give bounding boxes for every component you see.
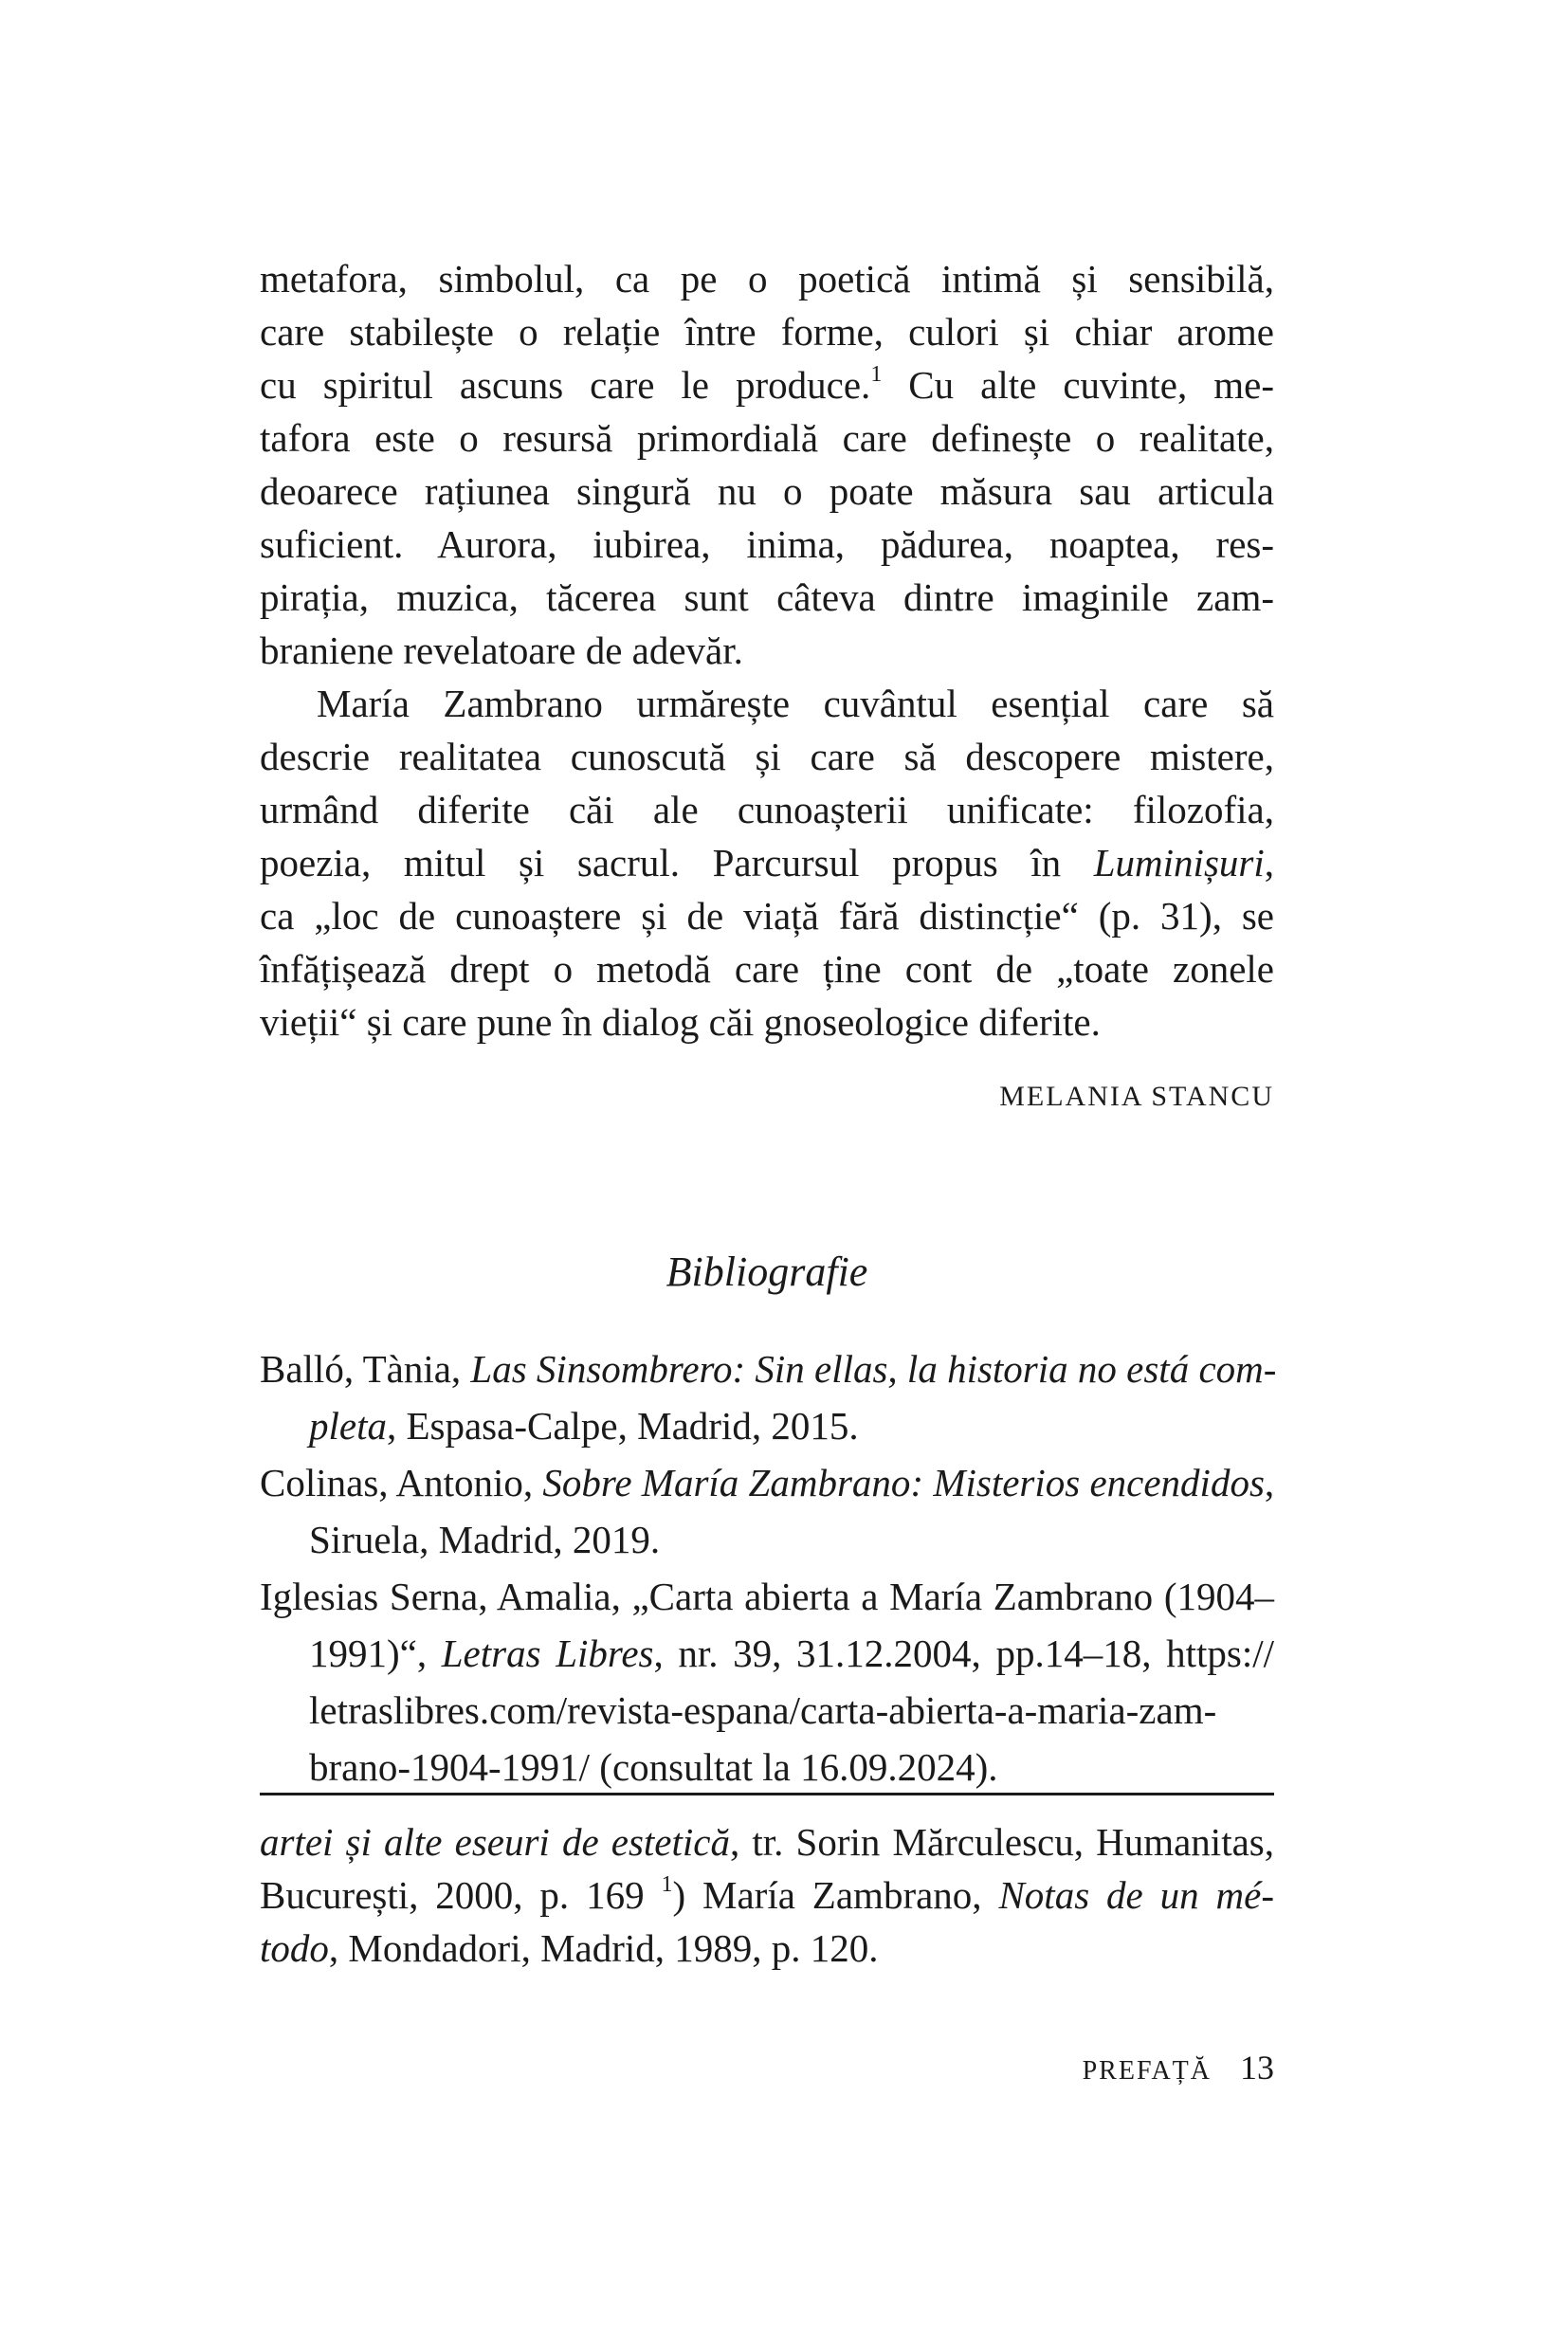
- footnote-separator: [260, 1793, 1274, 1795]
- text-segment: descrie realitatea cunoscută și care să descopere mistere,: [260, 735, 1274, 778]
- bibliography-heading: Bibliografie: [665, 1248, 868, 1295]
- text-line: [260, 518, 1274, 571]
- text-line: [260, 305, 1274, 358]
- text-segment: María Zambrano urmărește cuvântul esențial care să: [317, 682, 1274, 725]
- bibliography-line: [260, 1568, 1274, 1625]
- text-segment: , tr. Sorin Mărculescu, Humanitas,: [730, 1820, 1274, 1864]
- bibliography-line: [260, 1511, 1274, 1568]
- footnote-marker: 1: [661, 1872, 673, 1897]
- text-segment: , Espasa-Calpe, Madrid, 2015.: [386, 1404, 859, 1448]
- text-line: [260, 889, 1274, 942]
- text-segment: cu spiritul ascuns care le produce.: [260, 363, 871, 407]
- text-segment: poezia, mitul și sacrul. Parcursul propus în: [260, 841, 1094, 884]
- text-segment: Balló, Tània,: [260, 1347, 471, 1391]
- bibliography-line: [260, 1739, 1274, 1795]
- italic-text: pleta: [309, 1404, 387, 1448]
- text-line: [260, 358, 1274, 411]
- bibliography-line: [260, 1454, 1274, 1511]
- text-segment: urmând diferite căi ale cunoașterii unificate: filozofia,: [260, 788, 1274, 831]
- section-name: PREFAȚĂ: [1082, 2056, 1212, 2086]
- italic-text: Sobre María Zambrano: Misterios encendidos: [542, 1461, 1265, 1504]
- footnote-line: [260, 1868, 1274, 1922]
- footnote-marker: 1: [870, 362, 883, 387]
- text-line: [260, 783, 1274, 836]
- footnote-line: [260, 1815, 1274, 1868]
- text-segment: suficient. Aurora, iubirea, inima, pădurea, noaptea, res-: [260, 522, 1274, 566]
- text-segment: vieții“ și care pune în dialog căi gnoseologice diferite.: [260, 1000, 1101, 1044]
- bibliography-list: [260, 1340, 1277, 1795]
- italic-text: Las Sinsombrero: Sin ellas, la historia no está com-: [470, 1347, 1277, 1391]
- text-line: [260, 677, 1274, 730]
- text-line: [260, 995, 1274, 1048]
- text-line: [260, 252, 1274, 305]
- text-segment: , Mondadori, Madrid, 1989, p. 120.: [328, 1926, 879, 1970]
- text-segment: Iglesias Serna, Amalia, „Carta abierta a María Zambrano (1904–: [260, 1575, 1274, 1618]
- text-segment: metafora, simbolul, ca pe o poetică intimă și sensibilă,: [260, 257, 1274, 301]
- text-segment: , nr. 39, 31.12.2004, pp.14–18, https://: [653, 1631, 1274, 1675]
- text-segment: Siruela, Madrid, 2019.: [309, 1518, 661, 1561]
- text-segment: Colinas, Antonio,: [260, 1461, 543, 1504]
- bibliography-line: [260, 1340, 1277, 1397]
- text-segment: ca „loc de cunoaștere și de viață fără distincție“ (p. 31), se: [260, 894, 1274, 938]
- italic-text: Letras Libres: [441, 1631, 654, 1675]
- text-line: [260, 624, 1274, 677]
- text-segment: ) María Zambrano,: [672, 1873, 999, 1917]
- text-segment: 1991)“,: [309, 1631, 442, 1675]
- italic-text: Luminișuri: [1093, 841, 1265, 884]
- text-segment: Cu alte cuvinte, me-: [882, 363, 1274, 407]
- text-segment: tafora este o resursă primordială care definește o realitate,: [260, 416, 1274, 460]
- text-segment: letraslibres.com/revista-espana/carta-abierta-a-maria-zam-: [309, 1688, 1217, 1732]
- text-segment: înfățișează drept o metodă care ține cont de „toate zonele: [260, 947, 1274, 991]
- footnote-line: [260, 1922, 1274, 1975]
- bibliography-line: [260, 1397, 1274, 1454]
- italic-text: artei și alte eseuri de estetică: [260, 1820, 730, 1864]
- text-segment: ,: [1264, 1461, 1275, 1504]
- text-segment: pirația, muzica, tăcerea sunt câteva dintre imaginile zam-: [260, 575, 1274, 619]
- text-line: [260, 411, 1274, 465]
- text-line: [260, 571, 1274, 624]
- bibliography-line: [260, 1625, 1274, 1682]
- footnotes: [260, 1815, 1274, 1975]
- author-signature: MELANIA STANCU: [999, 1081, 1274, 1112]
- text-segment: brano-1904-1991/ (consultat la 16.09.2024).: [309, 1745, 998, 1789]
- bibliography-line: [260, 1682, 1274, 1739]
- italic-text: todo: [260, 1926, 329, 1970]
- text-line: [260, 836, 1274, 889]
- text-segment: ,: [1264, 841, 1274, 884]
- text-line: [260, 942, 1274, 995]
- text-segment: București, 2000, p. 169: [260, 1873, 662, 1917]
- text-segment: deoarece rațiunea singură nu o poate măsura sau articula: [260, 469, 1274, 513]
- text-segment: braniene revelatoare de adevăr.: [260, 629, 743, 672]
- italic-text: Notas de un mé-: [998, 1873, 1274, 1917]
- text-line: [260, 730, 1274, 783]
- text-line: [260, 465, 1274, 518]
- body-text: [260, 252, 1274, 1048]
- running-footer: [1083, 2048, 1274, 2087]
- text-segment: care stabilește o relație între forme, culori și chiar arome: [260, 310, 1274, 354]
- page-number: 13: [1240, 2049, 1274, 2087]
